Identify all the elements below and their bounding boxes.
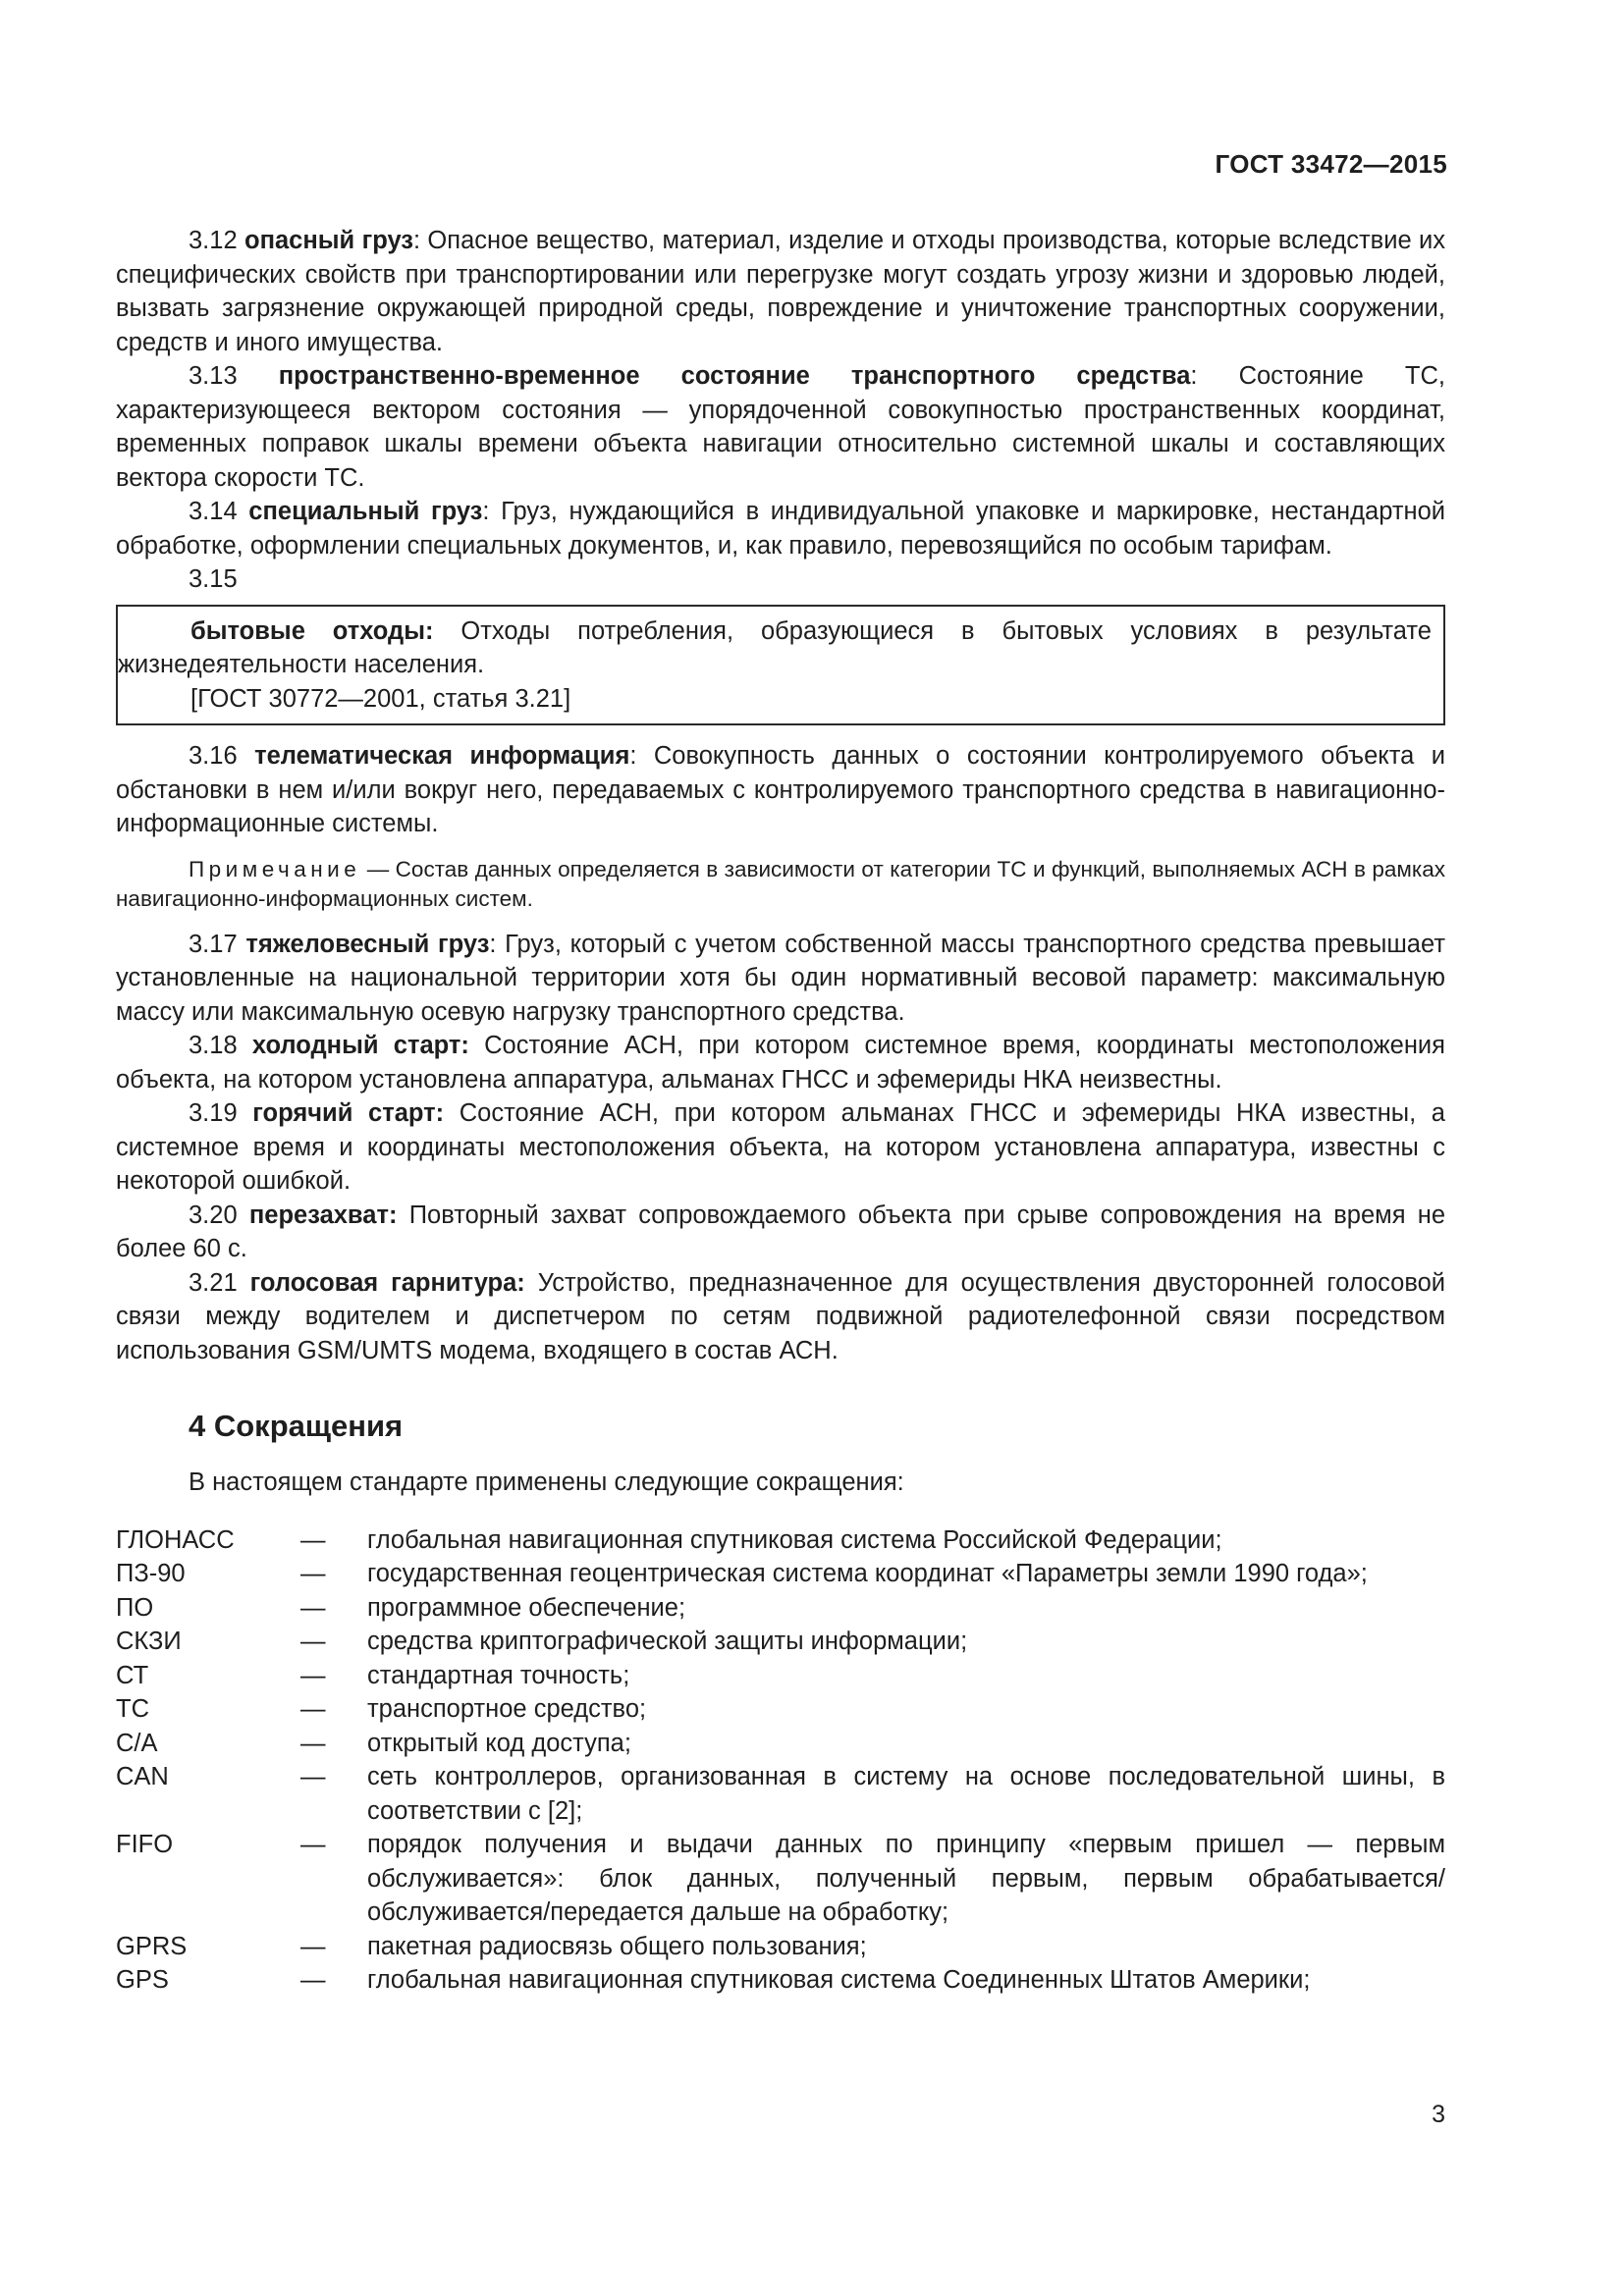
note: [116, 855, 1445, 914]
note-text: — Состав данных определяется в зависимости от категории ТС и функций, выполняемых АСН в рамках навигационно-информационных систем.: [116, 856, 1445, 911]
abbreviation-definition: транспортное средство;: [367, 1695, 647, 1723]
list-item: [116, 1692, 1445, 1727]
list-item: [116, 1727, 1445, 1761]
definition-separator: [525, 1269, 538, 1297]
abbreviation-dash: —: [300, 1831, 326, 1858]
definition-number: 3.13: [189, 362, 238, 390]
abbreviation-definition: стандартная точность;: [367, 1661, 630, 1689]
definition-3-12: [116, 224, 1445, 359]
abbreviation-definition: программное обеспечение;: [367, 1593, 686, 1622]
definition-separator: :: [489, 930, 506, 958]
definition-term: голосовая гарнитура:: [249, 1268, 525, 1297]
abbreviation-definition: пакетная радиосвязь общего пользования;: [367, 1932, 867, 1960]
abbreviation: СТ: [116, 1661, 149, 1689]
definition-separator: [444, 1099, 460, 1127]
abbreviation-dash: —: [300, 1695, 326, 1723]
section-intro: В настоящем стандарте применены следующие сокращения:: [189, 1468, 904, 1496]
abbreviation-dash: —: [300, 1729, 326, 1757]
definition-text: Груз, нуждающийся в индивидуальной упаковке и маркировке, нестандартной обработке, оформлении специальных документов, и, как правило, перевозящийся по особым тарифам.: [116, 498, 1446, 560]
definition-source-reference: [ГОСТ 30772—2001, статья 3.21]: [190, 684, 571, 713]
abbreviation: CAN: [116, 1763, 169, 1790]
abbreviation: GPS: [116, 1966, 169, 1994]
definition-number: 3.17: [189, 930, 238, 958]
abbreviation: ТС: [116, 1695, 149, 1723]
definition-term: тяжеловесный груз: [245, 930, 490, 958]
abbreviation-dash: —: [300, 1628, 326, 1655]
definition-term: пространственно-временное состояние транспортного средства: [278, 362, 1191, 390]
abbreviation-dash: —: [300, 1560, 326, 1587]
quoted-definition-box: [116, 605, 1445, 726]
abbreviation-dash: —: [300, 1763, 326, 1790]
list-item: [116, 1963, 1445, 1998]
definition-number: 3.12: [189, 227, 238, 254]
list-item: [116, 1760, 1445, 1828]
definition-3-15: [118, 614, 1432, 682]
definition-term: телематическая информация: [254, 742, 630, 770]
definition-number: 3.18: [189, 1032, 238, 1059]
definition-term: специальный груз: [248, 498, 483, 525]
definition-text: Опасное вещество, материал, изделие и отходы производства, которые вследствие их специфических свойств при транспортировании или перегрузке могут создать угрозу жизни и здоровью людей, вызвать загрязнение окружающей природной среды, повреждение и уничтожение транспортных сооружении, средств и иного имущества.: [116, 227, 1445, 356]
definition-text: Отходы потребления, образующиеся в бытовых условиях в результате жизнедеятельности населения.: [118, 616, 1432, 678]
definition-number: 3.20: [189, 1201, 238, 1229]
abbreviation-dash: —: [300, 1966, 326, 1994]
definition-term: горячий старт:: [252, 1099, 445, 1127]
definition-number: 3.19: [189, 1099, 238, 1127]
definition-separator: :: [412, 227, 428, 254]
definition-3-14: [116, 495, 1445, 562]
abbreviation: ПЗ-90: [116, 1560, 186, 1587]
definition-3-19: [116, 1096, 1445, 1199]
list-item: [116, 1659, 1445, 1693]
definition-3-13: [116, 359, 1445, 495]
definition-text: Состояние АСН, при котором альманах ГНСС и эфемериды НКА известны, а системное время и координаты местоположения объекта, на котором установлена аппаратура, известны с некоторой ошибкой.: [116, 1099, 1445, 1195]
definition-3-16: [116, 739, 1445, 841]
abbreviation: GPRS: [116, 1932, 188, 1960]
definition-3-15-number: 3.15: [189, 565, 238, 593]
abbreviation-definition: глобальная навигационная спутниковая система Российской Федерации;: [367, 1525, 1222, 1554]
list-item: [116, 1828, 1445, 1930]
abbreviation-definition: порядок получения и выдачи данных по принципу «первым пришел — первым обслуживается»: блок данных, полученный первым, первым обрабатывается/обслуживается/передается дальше на обработку;: [367, 1831, 1445, 1926]
definition-text: Груз, который с учетом собственной массы транспортного средства превышает установленные на национальной территории хотя бы один нормативный весовой параметр: максимальную массу или максимальную осевую нагрузку транспортного средства.: [116, 930, 1446, 1026]
definition-separator: :: [1190, 362, 1239, 390]
definition-text: Совокупность данных о состоянии контролируемого объекта и обстановки в нем и/или вокруг него, передаваемых с контролируемого транспортного средства в навигационно-информационные системы.: [116, 742, 1445, 837]
abbreviation-definition: средства криптографической защиты информации;: [367, 1628, 968, 1655]
definition-3-20: [116, 1199, 1445, 1266]
abbreviation: ПО: [116, 1593, 154, 1622]
section-heading: 4 Сокращения: [189, 1409, 404, 1443]
abbreviation: ГЛОНАСС: [116, 1525, 235, 1554]
abbreviation: СКЗИ: [116, 1628, 182, 1655]
definition-separator: [469, 1032, 484, 1059]
abbreviation-definition: сеть контроллеров, организованная в систему на основе последовательной шины, в соответствии с [2];: [367, 1763, 1445, 1825]
abbreviation-dash: —: [300, 1525, 326, 1554]
abbreviation-dash: —: [300, 1932, 326, 1960]
definition-term: перезахват:: [248, 1201, 398, 1229]
list-item: [116, 1557, 1445, 1591]
list-item: [116, 1930, 1445, 1964]
abbreviation-definition: глобальная навигационная спутниковая система Соединенных Штатов Америки;: [367, 1966, 1311, 1994]
definition-text: Устройство, предназначенное для осуществления двусторонней голосовой связи между водителем и диспетчером по сетям подвижной радиотелефонной связи посредством использования GSM/UMTS модема, входящего в состав АСН.: [116, 1268, 1446, 1364]
definition-separator: :: [629, 742, 654, 770]
abbreviation-dash: —: [300, 1661, 326, 1689]
abbreviation-dash: —: [300, 1593, 326, 1622]
list-item: [116, 1523, 1445, 1558]
abbreviations-list: [116, 1523, 1445, 1998]
abbreviation: FIFO: [116, 1831, 174, 1858]
list-item: [116, 1591, 1445, 1626]
abbreviation-definition: государственная геоцентрическая система координат «Параметры земли 1990 года»;: [367, 1560, 1368, 1587]
abbreviation: С/А: [116, 1729, 158, 1757]
list-item: [116, 1625, 1445, 1659]
page-number: 3: [1432, 2101, 1445, 2128]
definition-3-17: [116, 928, 1445, 1030]
definition-separator: [397, 1201, 408, 1229]
definition-3-21: [116, 1266, 1445, 1368]
definition-text: Состояние АСН, при котором системное время, координаты местоположения объекта, на котором установлена аппаратура, альманах ГНСС и эфемериды НКА неизвестны.: [116, 1032, 1445, 1094]
abbreviation-definition: открытый код доступа;: [367, 1729, 631, 1757]
definition-number: 3.16: [189, 742, 238, 770]
definition-term: холодный старт:: [251, 1032, 469, 1059]
definition-separator: :: [482, 498, 502, 525]
definition-text: Состояние ТС, характеризующееся вектором состояния — упорядоченной совокупностью пространственных координат, временных поправок шкалы времени объекта навигации относительно системной шкалы и составляющих вектора скорости ТС.: [116, 362, 1445, 492]
definition-text: Повторный захват сопровождаемого объекта при срыве сопровождения на время не более 60 с.: [116, 1201, 1446, 1262]
definition-term: опасный груз: [244, 227, 413, 254]
definition-term: бытовые отходы:: [190, 616, 434, 645]
definition-number: 3.21: [189, 1268, 238, 1297]
definition-3-18: [116, 1029, 1445, 1096]
note-label: Примечание: [189, 856, 361, 881]
document-id-header: ГОСТ 33472—2015: [1215, 149, 1447, 179]
definition-number: 3.14: [189, 498, 238, 525]
page-content: [116, 224, 1445, 1998]
